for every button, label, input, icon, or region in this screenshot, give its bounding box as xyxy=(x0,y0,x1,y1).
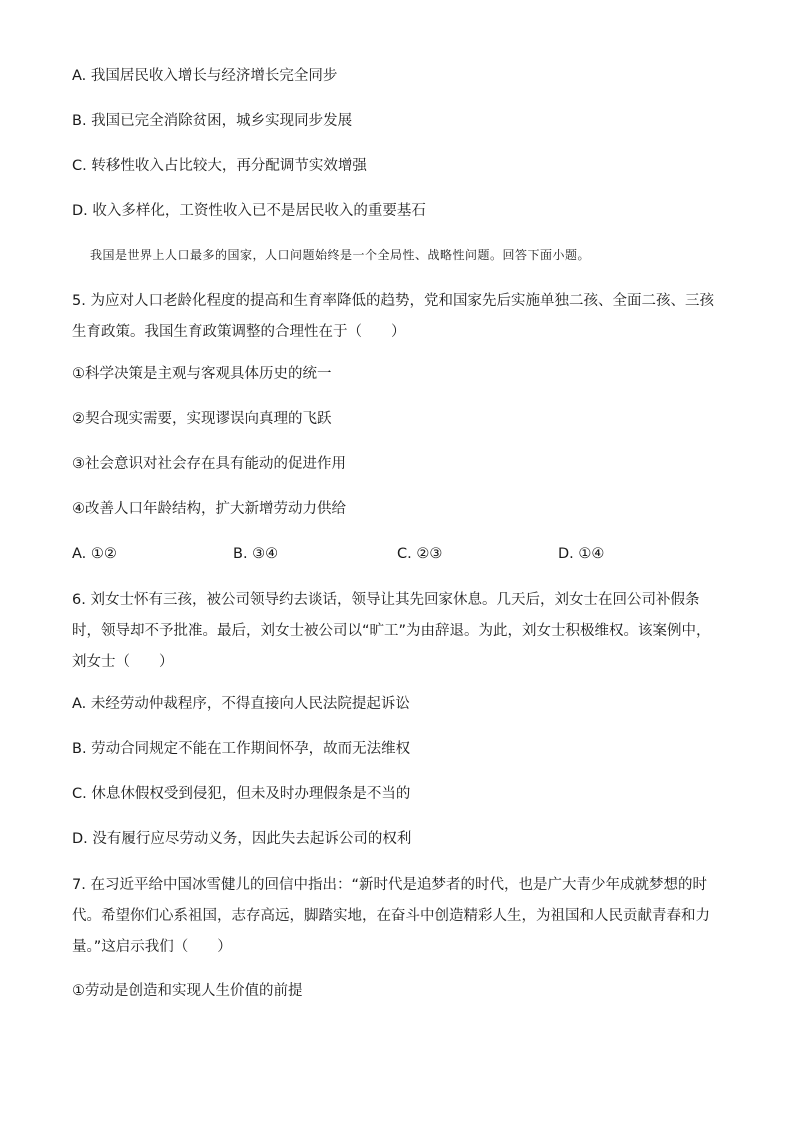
q5-item-1: ①科学决策是主观与客观具体历史的统一 xyxy=(72,366,332,382)
q6-option-c: C. 休息休假权受到侵犯，但未及时办理假条是不当的 xyxy=(72,786,411,802)
q5-item-3: ③社会意识对社会存在具有能动的促进作用 xyxy=(72,456,346,472)
q5-item-2: ②契合现实需要，实现谬误向真理的飞跃 xyxy=(72,411,332,427)
q6-option-d: D. 没有履行应尽劳动义务，因此失去起诉公司的权利 xyxy=(72,831,412,847)
q5-stem: 5. 为应对人口老龄化程度的提高和生育率降低的趋势，党和国家先后实施单独二孩、全面二孩、三孩生育政策。我国生育政策调整的合理性在于（ ） xyxy=(72,293,714,340)
q5-choice-c: C. ②③ xyxy=(397,546,443,562)
q5-choice-d: D. ①④ xyxy=(558,546,605,562)
q7-item-1: ①劳动是创造和实现人生价值的前提 xyxy=(72,983,303,999)
q5-choice-b: B. ③④ xyxy=(233,546,279,562)
q7-stem: 7. 在习近平给中国冰雪健儿的回信中指出：“新时代是追梦者的时代，也是广大青少年成就梦想的时代。希望你们心系祖国，志存高远，脚踏实地，在奋斗中创造精彩人生，为祖国和人民贡献青春和力量。”这启示我们（ ） xyxy=(72,877,710,955)
option-c: C. 转移性收入占比较大，再分配调节实效增强 xyxy=(72,158,367,174)
option-a: A. 我国居民收入增长与经济增长完全同步 xyxy=(72,68,338,84)
q6-option-a: A. 未经劳动仲裁程序，不得直接向人民法院提起诉讼 xyxy=(72,696,410,712)
q6-option-b: B. 劳动合同规定不能在工作期间怀孕，故而无法维权 xyxy=(72,741,411,757)
option-b: B. 我国已完全消除贫困，城乡实现同步发展 xyxy=(72,113,353,129)
option-d: D. 收入多样化，工资性收入已不是居民收入的重要基石 xyxy=(72,203,426,219)
q6-stem: 6. 刘女士怀有三孩，被公司领导约去谈话，领导让其先回家休息。几天后，刘女士在回公司补假条时，领导却不予批准。最后，刘女士被公司以“旷工”为由辞退。为此，刘女士积极维权。该案例中，刘女士（ ） xyxy=(72,592,711,670)
q5-choice-a: A. ①② xyxy=(72,546,117,562)
q5-item-4: ④改善人口年龄结构，扩大新增劳动力供给 xyxy=(72,501,346,517)
material-intro: 我国是世界上人口最多的国家，人口问题始终是一个全局性、战略性问题。回答下面小题。 xyxy=(90,248,591,262)
